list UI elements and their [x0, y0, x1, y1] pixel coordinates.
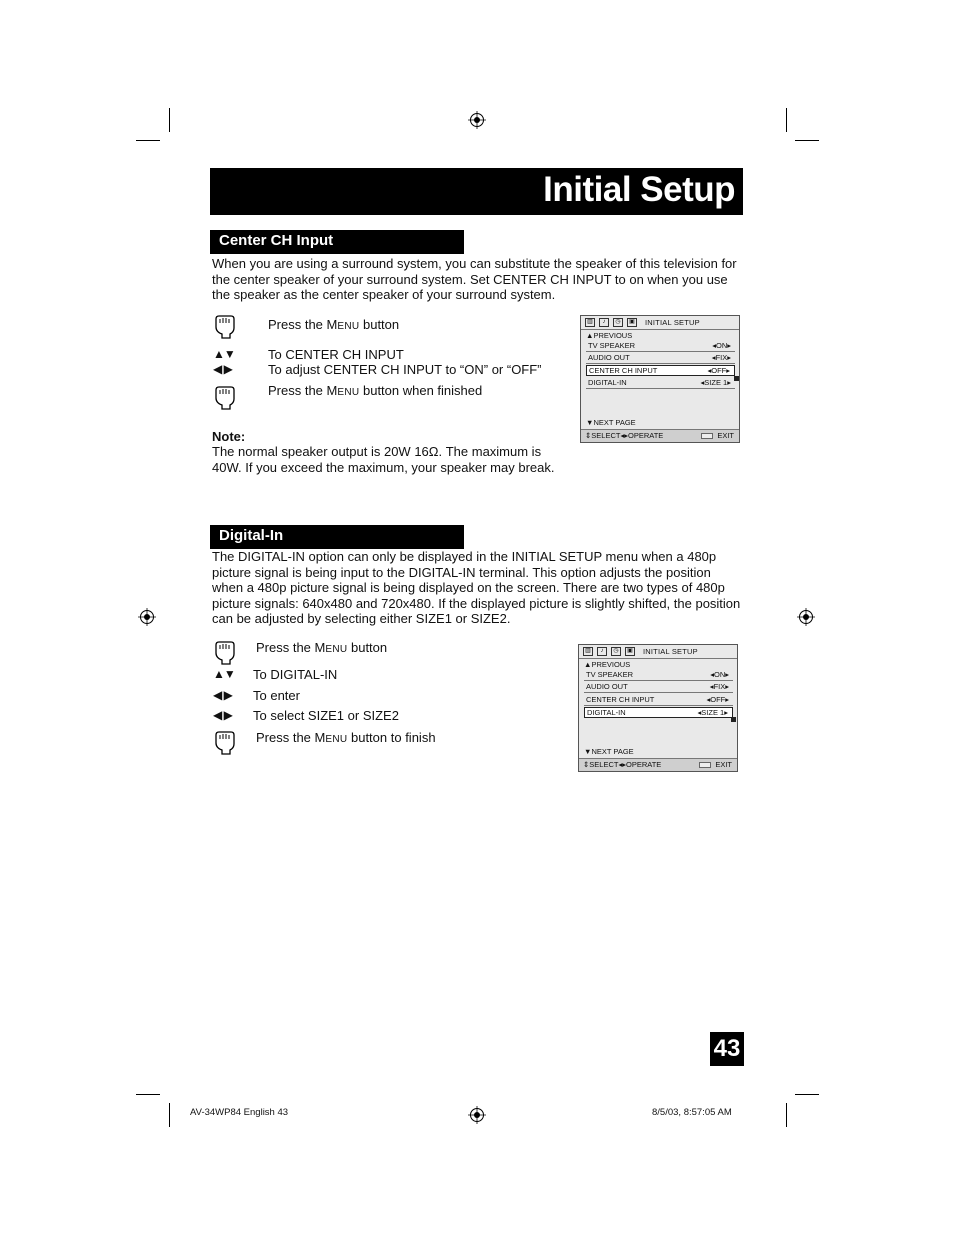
page-title: Initial Setup: [543, 170, 735, 209]
registration-mark-icon: [468, 1106, 486, 1124]
step-press-menu: Press the MENU button: [256, 640, 388, 655]
footer-file-info: AV-34WP84 English 43: [190, 1107, 289, 1118]
step-select-digital-in: To DIGITAL-IN: [253, 667, 338, 682]
crop-mark: [795, 1094, 819, 1095]
footer-timestamp: 8/5/03, 8:57:05 AM: [652, 1107, 732, 1118]
sound-menu-icon: ♪: [597, 647, 607, 656]
osd-row-tv-speaker: TV SPEAKER ◂ON▸: [586, 341, 735, 352]
up-down-arrows-icon: ▲▼: [213, 347, 235, 361]
page-title-bar: [210, 168, 743, 215]
osd-row-digital-in: DIGITAL-IN ◂SIZE 1▸: [586, 378, 735, 389]
osd-previous: ▲PREVIOUS: [586, 331, 633, 340]
crop-mark: [136, 1094, 160, 1095]
step-adjust-center-ch: To adjust CENTER CH INPUT to “ON” or “OFF”: [268, 362, 542, 377]
lock-menu-icon: ▣: [627, 318, 637, 327]
registration-mark-icon: [138, 608, 156, 626]
crop-mark: [786, 1103, 787, 1127]
osd-row-audio-out: AUDIO OUT ◂FIX▸: [584, 682, 733, 693]
menu-key-icon: [701, 433, 713, 439]
lock-menu-icon: ▣: [625, 647, 635, 656]
timer-menu-icon: ◷: [613, 318, 623, 327]
picture-menu-icon: ▥: [583, 647, 593, 656]
note-title: Note:: [212, 429, 246, 444]
sound-menu-icon: ♪: [599, 318, 609, 327]
step-select-center-ch: To CENTER CH INPUT: [268, 347, 404, 362]
section-heading-digital-in: Digital-In: [210, 525, 464, 549]
osd-header: [581, 316, 739, 330]
osd-title: INITIAL SETUP: [643, 647, 698, 656]
osd-next-page: ▼NEXT PAGE: [586, 418, 636, 427]
osd-row-tv-speaker: TV SPEAKER ◂ON▸: [584, 670, 733, 681]
registration-mark-icon: [468, 111, 486, 129]
section-intro: The DIGITAL-IN option can only be displayed in the INITIAL SETUP menu when a 480p picture signal is being input to the DIGITAL-IN terminal. This option adjusts the position when a 480p picture signal is being displayed on the screen. There are two types of 480p picture signals: 640x480 and 720x480. If the displayed picture is slightly shifted, the position can be adjusted by selecting either SIZE1 or SIZE2.: [212, 549, 741, 626]
osd-previous: ▲PREVIOUS: [584, 660, 631, 669]
note-text: The normal speaker output is 20W 16Ω. The maximum is 40W. If you exceed the maximum, your speaker may break.: [212, 444, 555, 475]
step-press-menu-finished: Press the MENU button when finished: [268, 383, 483, 398]
up-down-arrows-icon: ▲▼: [213, 667, 235, 681]
timer-menu-icon: ◷: [611, 647, 621, 656]
hand-press-icon: [212, 729, 238, 755]
osd-menu-initial-setup: [578, 644, 738, 772]
section-heading-center-ch-input: Center CH Input: [210, 230, 464, 254]
osd-footer: ⇕SELECT◂▸OPERATE EXIT: [581, 429, 739, 442]
osd-cursor-icon: [734, 376, 739, 381]
crop-mark: [786, 108, 787, 132]
left-right-arrows-icon: ◀ ▶: [213, 688, 232, 702]
crop-mark: [795, 140, 819, 141]
section-intro: When you are using a surround system, you can substitute the speaker of this television for the center speaker of your surround system. Set CENTER CH INPUT to on when you use the speaker as the center speaker of your surround system.: [212, 256, 737, 302]
step-select-size: To select SIZE1 or SIZE2: [253, 708, 399, 723]
hand-press-icon: [212, 384, 238, 410]
osd-row-center-ch-input: CENTER CH INPUT ◂OFF▸: [584, 695, 733, 706]
osd-row-digital-in: DIGITAL-IN ◂SIZE 1▸: [584, 707, 733, 718]
osd-footer: ⇕SELECT◂▸OPERATE EXIT: [579, 758, 737, 771]
left-right-arrows-icon: ◀ ▶: [213, 708, 232, 722]
osd-menu-initial-setup: [580, 315, 740, 443]
hand-press-icon: [212, 639, 238, 665]
osd-header: [579, 645, 737, 659]
osd-row-audio-out: AUDIO OUT ◂FIX▸: [586, 353, 735, 364]
osd-next-page: ▼NEXT PAGE: [584, 747, 634, 756]
crop-mark: [169, 108, 170, 132]
hand-press-icon: [212, 313, 238, 339]
osd-row-center-ch-input: CENTER CH INPUT ◂OFF▸: [586, 365, 735, 376]
registration-mark-icon: [797, 608, 815, 626]
osd-title: INITIAL SETUP: [645, 318, 700, 327]
picture-menu-icon: ▥: [585, 318, 595, 327]
crop-mark: [136, 140, 160, 141]
page-number: 43: [710, 1032, 744, 1066]
left-right-arrows-icon: ◀ ▶: [213, 362, 232, 376]
step-press-menu: Press the MENU button: [268, 317, 400, 332]
osd-cursor-icon: [731, 717, 736, 722]
crop-mark: [169, 1103, 170, 1127]
step-enter: To enter: [253, 688, 300, 703]
menu-key-icon: [699, 762, 711, 768]
step-press-menu-finish: Press the MENU button to finish: [256, 730, 436, 745]
